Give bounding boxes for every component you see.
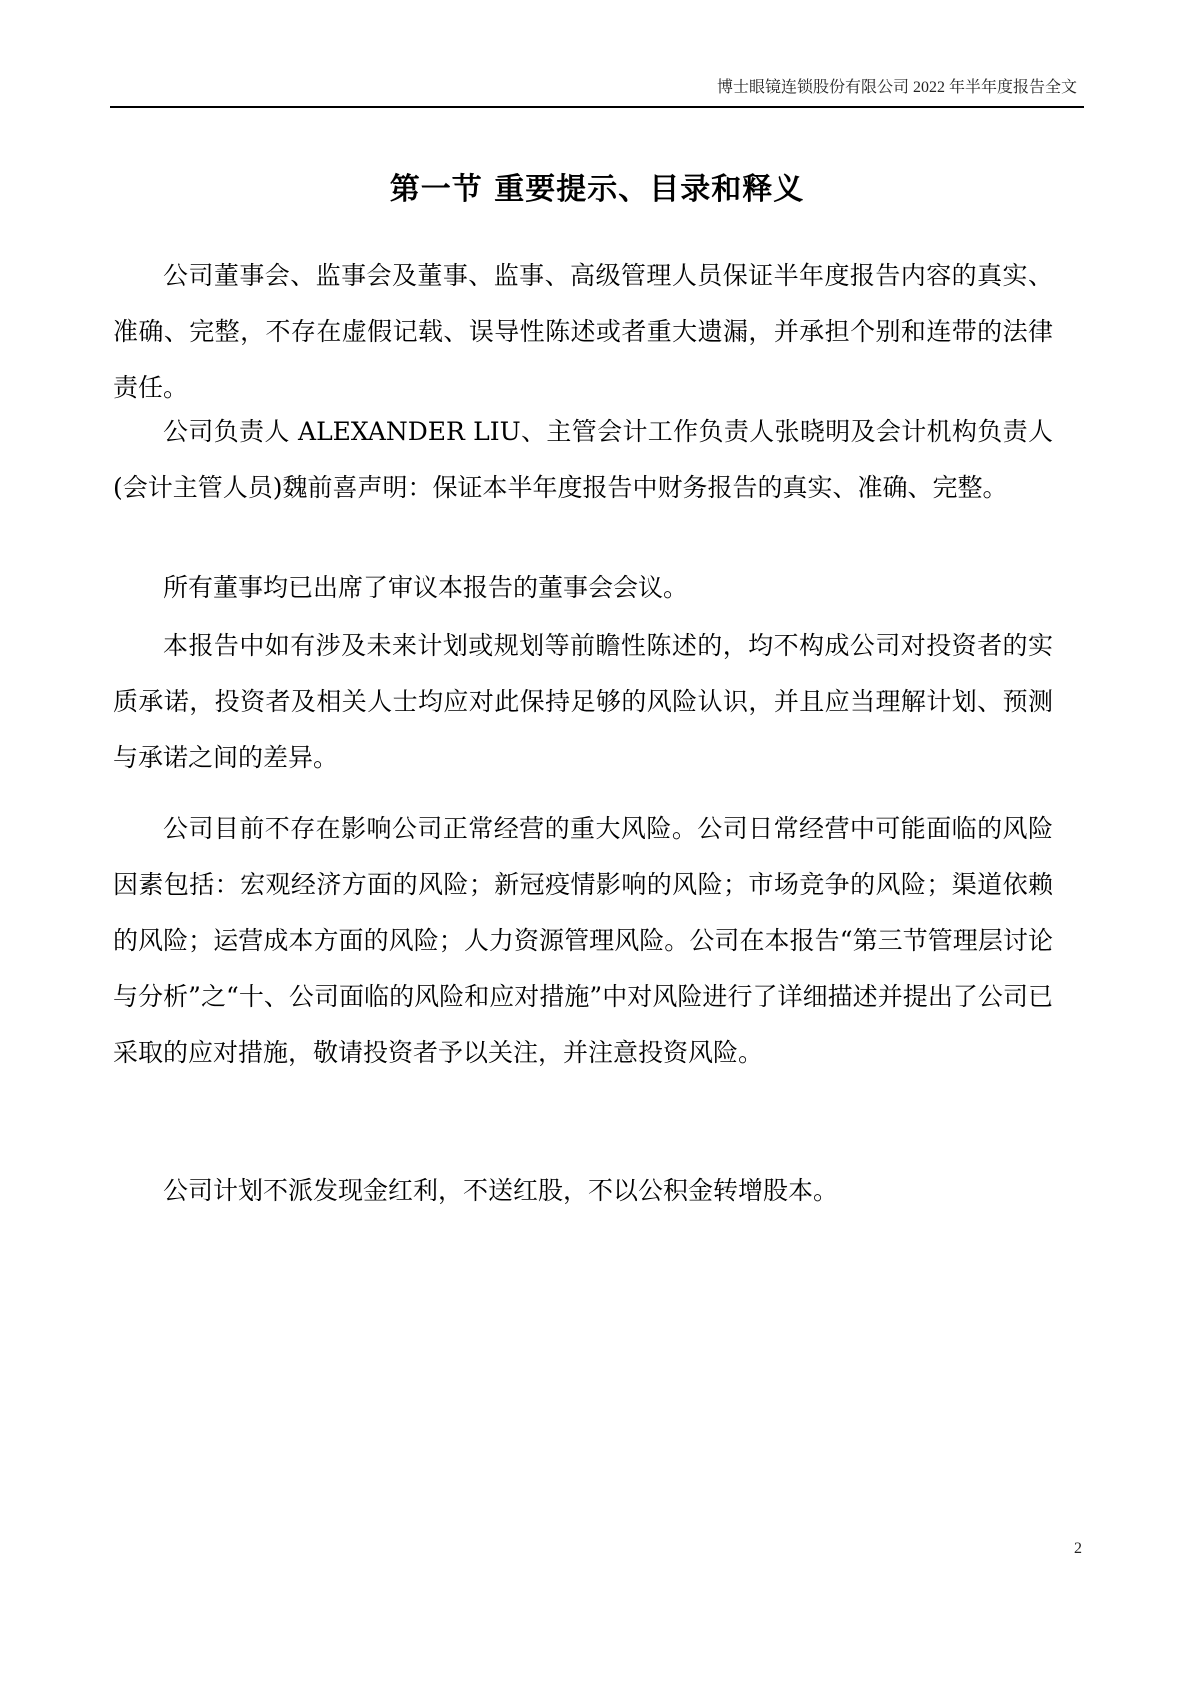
paragraph-board-attendance: 所有董事均已出席了审议本报告的董事会会议。 [163,573,689,602]
paragraph-responsible-persons: 公司负责人 ALEXANDER LIU、主管会计工作负责人张晓明及会计机构负责人(会计主管人员)魏前喜声明：保证本半年度报告中财务报告的真实、准确、完整。 [113,417,1053,502]
header-rule [110,106,1084,108]
running-header: 博士眼镜连锁股份有限公司 2022 年半年度报告全文 [716,79,1077,96]
section-title: 第一节 重要提示、目录和释义 [389,172,805,207]
paragraph-board-guarantee: 公司董事会、监事会及董事、监事、高级管理人员保证半年度报告内容的真实、准确、完整，不存在虚假记载、误导性陈述或者重大遗漏，并承担个别和连带的法律责任。 [113,261,1053,402]
paragraph-forward-looking: 本报告中如有涉及未来计划或规划等前瞻性陈述的，均不构成公司对投资者的实质承诺，投资者及相关人士均应对此保持足够的风险认识，并且应当理解计划、预测与承诺之间的差异。 [113,631,1053,772]
paragraph-dividend-plan: 公司计划不派发现金红利，不送红股，不以公积金转增股本。 [163,1176,839,1205]
page-number: 2 [1074,1540,1082,1557]
paragraph-risk-factors: 公司目前不存在影响公司正常经营的重大风险。公司日常经营中可能面临的风险因素包括：宏观经济方面的风险；新冠疫情影响的风险；市场竞争的风险；渠道依赖的风险；运营成本方面的风险；人力资源管理风险。公司在本报告“第三节管理层讨论与分析”之“十、公司面临的风险和应对措施”中对风险进行了详细描述并提出了公司已采取的应对措施，敬请投资者予以关注，并注意投资风险。 [113,814,1053,1067]
